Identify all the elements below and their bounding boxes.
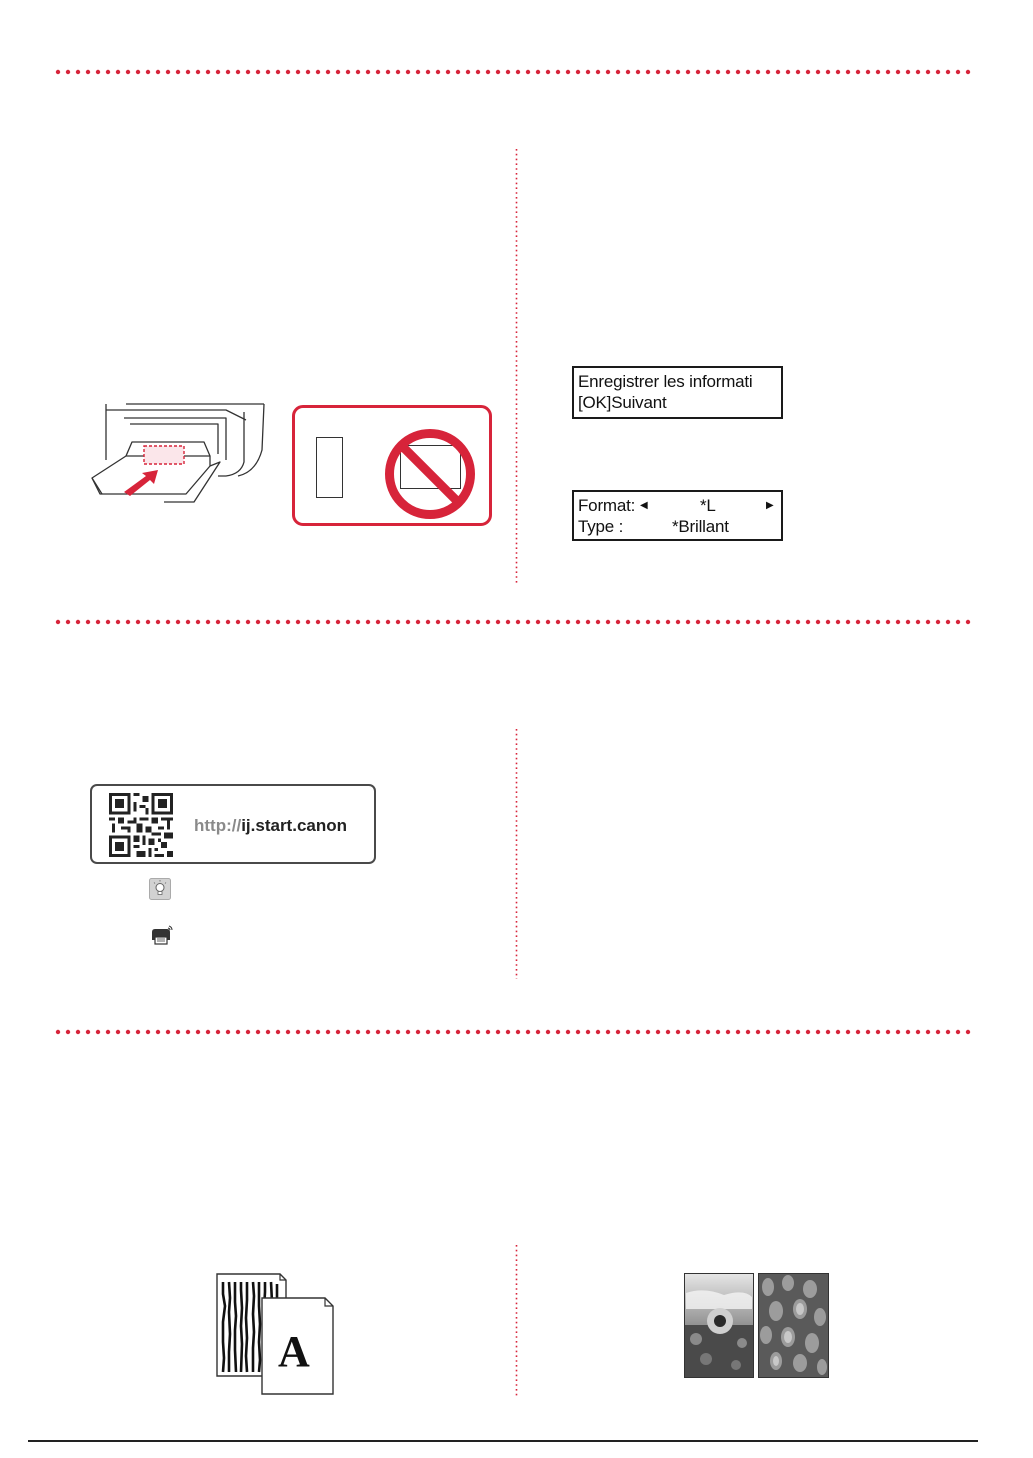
- left-arrow-icon: ◀: [640, 500, 648, 511]
- qr-code-icon: [109, 793, 173, 857]
- column-separator-3: [515, 1244, 518, 1398]
- sunflower-photo-sample: [684, 1273, 754, 1378]
- portrait-page-icon: [316, 437, 343, 498]
- lcd-type-label: Type :: [578, 517, 624, 536]
- url-protocol: http://: [194, 816, 242, 835]
- lightbulb-icon: [149, 878, 171, 900]
- printer-paper-loading-illustration: [86, 402, 266, 512]
- printer-wireless-icon: [149, 924, 175, 946]
- lcd-line-1: Enregistrer les informati: [578, 372, 753, 391]
- right-arrow-icon: ▶: [766, 500, 774, 511]
- lcd-screen-register-info: [572, 366, 783, 419]
- lcd-format-label: Format:: [578, 496, 636, 515]
- tulips-photo-sample: [758, 1273, 829, 1378]
- setup-url: [194, 816, 347, 836]
- lcd-line-2: [OK]Suivant: [578, 393, 667, 412]
- section-divider-2: [55, 619, 977, 625]
- paper-orientation-box: [292, 405, 492, 526]
- lcd-screen-paper-settings: [572, 490, 783, 541]
- pattern-print-sample: [214, 1272, 336, 1398]
- url-domain: ij.start.canon: [241, 816, 348, 835]
- setup-url-card: [90, 784, 376, 864]
- lcd-type-value: *Brillant: [672, 517, 729, 536]
- column-separator-1: [515, 148, 518, 584]
- prohibited-icon: [382, 428, 478, 524]
- footer-rule: [28, 1440, 978, 1442]
- lcd-format-value: *L: [700, 496, 716, 515]
- section-divider-1: [55, 69, 977, 75]
- column-separator-2: [515, 728, 518, 980]
- section-divider-3: [55, 1029, 977, 1035]
- sample-letter-glyph: A: [278, 1327, 310, 1376]
